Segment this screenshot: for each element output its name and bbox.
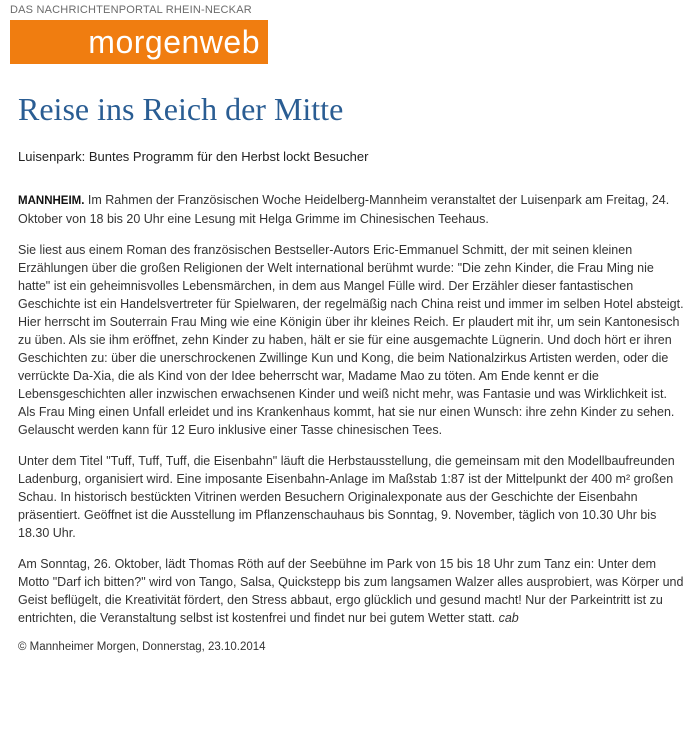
paragraph-1-text: Im Rahmen der Französischen Woche Heidelberg-Mannheim veranstaltet der Luisenpark am Freitag, 24. Oktober von 18 bis 20 Uhr eine Lesung mit Helga Grimme im Chinesischen Teehaus. bbox=[18, 193, 670, 226]
article-paragraph bbox=[18, 555, 686, 627]
morgenweb-logo[interactable]: morgenweb bbox=[10, 20, 268, 64]
article-paragraph: Sie liest aus einem Roman des französischen Bestseller-Autors Eric-Emmanuel Schmitt, der mit seinen kleinen Erzählungen über die großen Religionen der Welt international berühmt wurde: "Die zehn Kinder, die Frau Ming nie hatte" ist ein geheimnisvolles Lebensmärchen, in dem aus Mangel Fülle wird. Der Erzähler dieser fantastischen Geschichte ist ein Handelsvertreter für Spielwaren, der regelmäßig nach China reist und immer im selben Hotel absteigt. Hier herrscht im Souterrain Frau Ming wie eine Königin über ihr kleines Reich. Er plaudert mit ihr, um sein Kantonesisch zu üben. Als sie ihm eröffnet, zehn Kinder zu haben, hält er sie für eine ausgemachte Lügnerin. Und doch hört er ihren Geschichten zu: über die unerschrockenen Zwillinge Kun und Kong, die beim Nationalzirkus Artisten werden, oder die verrückte Da-Xia, die als Kind von der Idee beherrscht war, Madame Mao zu töten. Am Ende kennt er die Lebensgeschichten aller inzwischen erwachsenen Kinder und weiß nicht mehr, was Fantasie und was Wirklichkeit ist. Als Frau Ming einen Unfall erleidet und ins Krankenhaus kommt, hat sie nur einen Wunsch: ihre zehn Kinder zu sehen. Gelauscht werden kann für 12 Euro inklusive einer Tasse chinesischen Tees. bbox=[18, 243, 684, 437]
paragraph-4-text: Am Sonntag, 26. Oktober, lädt Thomas Röth auf der Seebühne im Park von 15 bis 18 Uhr zum Tanz ein: Unter dem Motto "Darf ich bitten?" wird von Tango, Salsa, Quickstepp bis zum langsamen Walzer alles ausprobiert, was Körper und Geist beflügelt, die Kreativität fördert, den Stress abbaut, ergo glücklich und gesund macht! Nur der Parkeintritt ist zu entrichten, die Veranstaltung selbst ist kostenfrei und findet nur bei gutem Wetter statt. bbox=[18, 557, 684, 625]
dateline: MANNHEIM. bbox=[18, 195, 85, 207]
copyright-line: © Mannheimer Morgen, Donnerstag, 23.10.2014 bbox=[18, 641, 266, 653]
article-paragraph: Unter dem Titel "Tuff, Tuff, Tuff, die Eisenbahn" läuft die Herbstausstellung, die gemeinsam mit den Modellbaufreunden Ladenburg, organisiert wird. Eine imposante Eisenbahn-Anlage im Maßstab 1:87 ist der Mittelpunkt der 400 m² großen Schau. In historisch bestückten Vitrinen werden Besuchern Originalexponate aus der Geschichte der Eisenbahn präsentiert. Geöffnet ist die Ausstellung im Pflanzenschauhaus bis Sonntag, 9. November, täglich von 10.30 Uhr bis 18.30 Uhr. bbox=[18, 454, 675, 540]
site-header bbox=[10, 4, 268, 64]
article-paragraph bbox=[18, 191, 686, 228]
article-subtitle: Luisenpark: Buntes Programm für den Herbst lockt Besucher bbox=[18, 149, 369, 164]
author-initials: cab bbox=[498, 611, 519, 625]
site-tagline: DAS NACHRICHTENPORTAL RHEIN-NECKAR bbox=[10, 4, 252, 16]
article bbox=[18, 90, 686, 654]
article-title: Reise ins Reich der Mitte bbox=[18, 91, 344, 127]
article-body bbox=[18, 191, 686, 627]
